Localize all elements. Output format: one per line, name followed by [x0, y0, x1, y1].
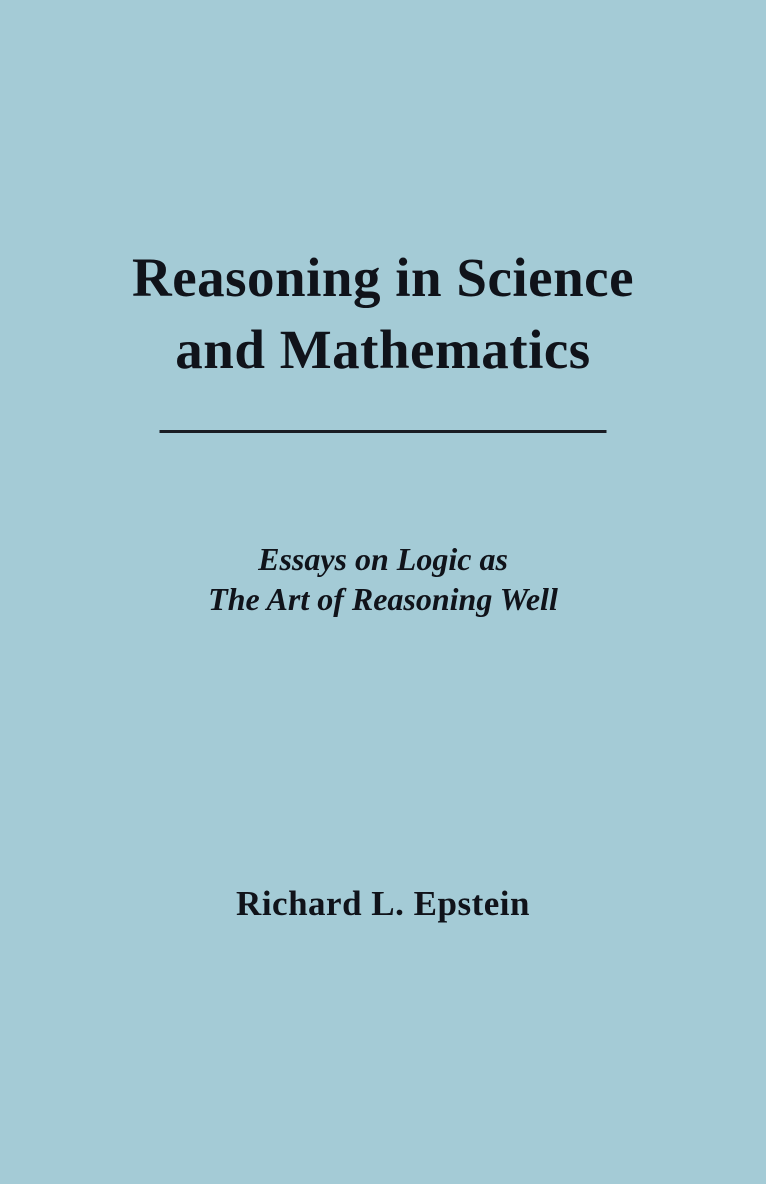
book-subtitle-line-1: Essays on Logic as: [258, 540, 508, 577]
book-title-line-2: and Mathematics: [175, 318, 591, 380]
author-name: Richard L. Epstein: [236, 884, 530, 923]
title-divider-rule: [160, 430, 607, 433]
book-title: [0, 242, 766, 386]
book-subtitle-line-2: The Art of Reasoning Well: [208, 580, 558, 617]
book-title-line-1: Reasoning in Science: [132, 246, 634, 308]
book-subtitle: [0, 539, 766, 619]
